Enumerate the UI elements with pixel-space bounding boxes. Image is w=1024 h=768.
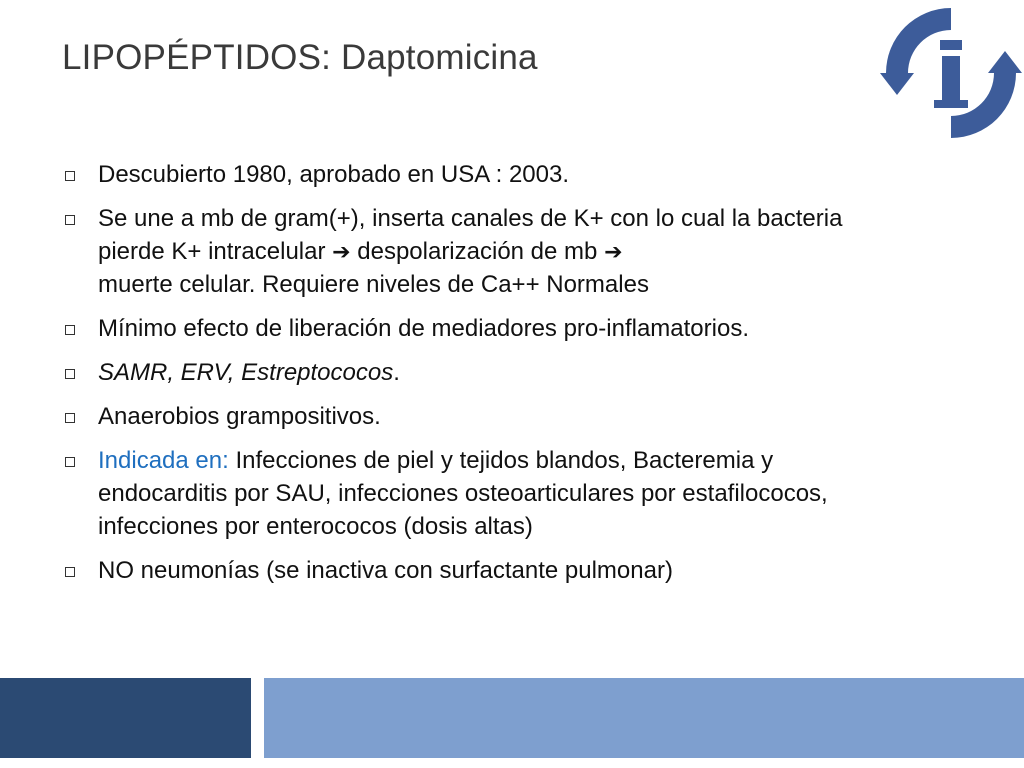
hospital-logo-icon	[878, 0, 1024, 146]
bullet-text: muerte celular. Requiere niveles de Ca++ Normales	[98, 271, 649, 298]
arrow-right-icon: ➔	[604, 239, 623, 264]
list-item	[62, 202, 892, 301]
indication-label: Indicada en:	[98, 447, 229, 474]
bullet-text: despolarización de mb	[350, 238, 605, 265]
bullet-list	[62, 158, 892, 598]
square-bullet-icon	[65, 567, 75, 577]
bullet-text: .	[393, 359, 400, 386]
list-item	[62, 400, 892, 433]
slide-title: LIPOPÉPTIDOS: Daptomicina	[62, 38, 538, 77]
bullet-text: Descubierto 1980, aprobado en USA : 2003.	[98, 161, 569, 188]
square-bullet-icon	[65, 369, 75, 379]
list-item	[62, 554, 892, 587]
bullet-text: Mínimo efecto de liberación de mediadores pro-inflamatorios.	[98, 315, 749, 342]
arrow-right-icon: ➔	[332, 239, 351, 264]
bullet-italic-text: SAMR, ERV, Estreptococos	[98, 359, 394, 386]
square-bullet-icon	[65, 457, 75, 467]
square-bullet-icon	[65, 215, 75, 225]
list-item	[62, 444, 892, 543]
square-bullet-icon	[65, 171, 75, 181]
square-bullet-icon	[65, 413, 75, 423]
square-bullet-icon	[65, 325, 75, 335]
bullet-text: Anaerobios grampositivos.	[98, 403, 381, 430]
footer-bar-dark	[0, 678, 251, 758]
bullet-text: Se une a mb de gram(+), inserta canales de K+ con lo cual la bacteria pierde K+ intracelular	[98, 205, 843, 265]
list-item	[62, 356, 892, 389]
footer-bar-light	[264, 678, 1024, 758]
list-item	[62, 158, 892, 191]
bullet-text: NO neumonías (se inactiva con surfactante pulmonar)	[98, 557, 673, 584]
bullet-text: Infecciones de piel y tejidos blandos, Bacteremia y endocarditis por SAU, infecciones osteoarticulares por estafilococos, infecciones por enterococos (dosis altas)	[98, 447, 828, 540]
list-item	[62, 312, 892, 345]
